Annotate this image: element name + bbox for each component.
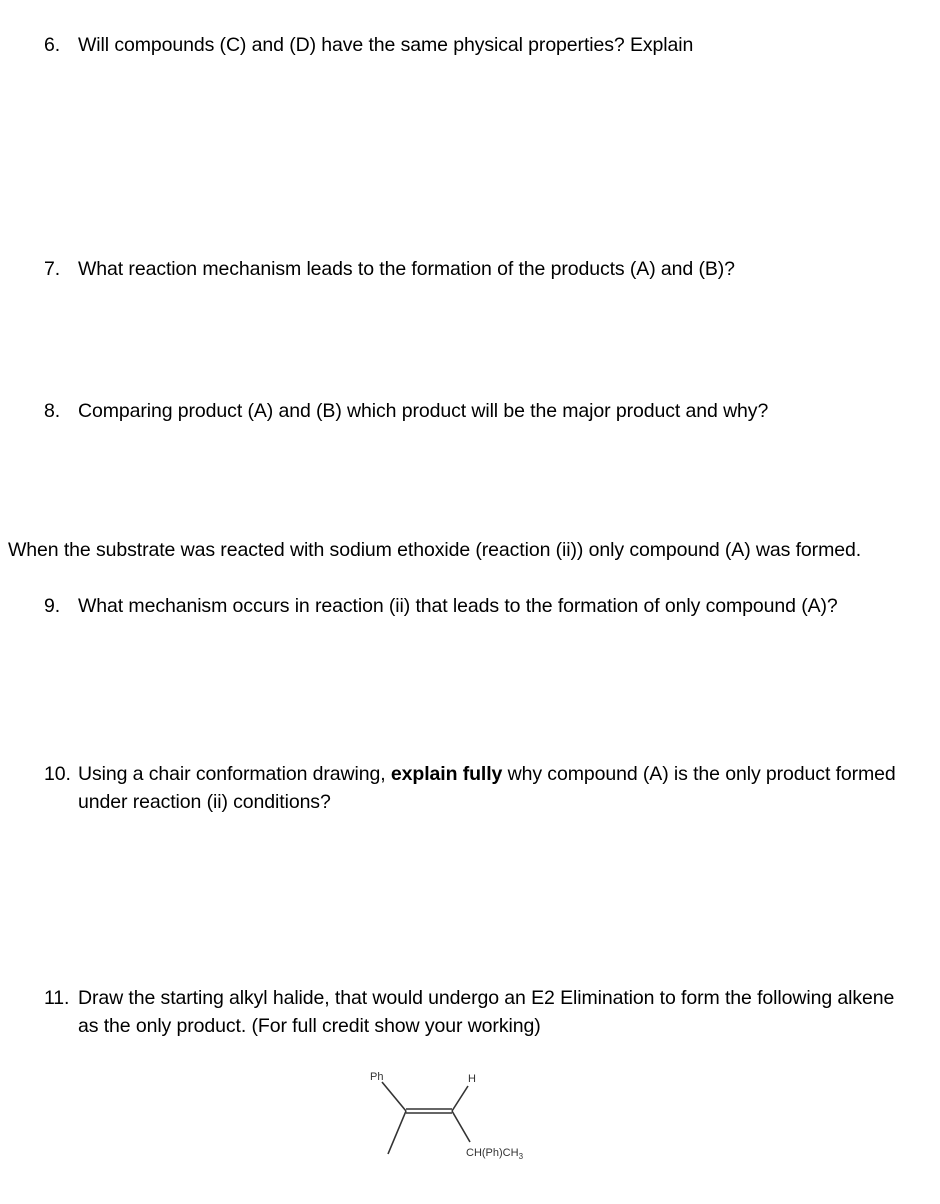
bond-ph xyxy=(382,1082,406,1111)
bond-substituent xyxy=(452,1111,470,1142)
question-number: 8. xyxy=(44,400,61,422)
question-number: 10. xyxy=(44,763,71,785)
label-substituent-main: CH(Ph)CH xyxy=(466,1147,519,1159)
question-number: 9. xyxy=(44,595,61,617)
alkene-structure xyxy=(360,1062,580,1172)
question-9 xyxy=(44,592,894,620)
question-7 xyxy=(44,255,914,283)
question-text xyxy=(78,760,914,816)
question-6 xyxy=(44,31,914,59)
label-ph: Ph xyxy=(370,1071,384,1083)
label-h: H xyxy=(468,1073,476,1085)
question-number: 6. xyxy=(44,34,61,56)
question-8 xyxy=(44,397,914,425)
question-text: What mechanism occurs in reaction (ii) that leads to the formation of only compound (A)? xyxy=(78,595,838,617)
question-text: Draw the starting alkyl halide, that would undergo an E2 Elimination to form the following alkene as the only product. (For full credit show your working) xyxy=(78,987,895,1037)
bond-h xyxy=(452,1086,468,1111)
question-text-end: why compound (A) is the only product formed under reaction (ii) conditions? xyxy=(78,763,896,813)
question-10 xyxy=(44,760,914,816)
question-text-start: Using a chair conformation drawing, xyxy=(78,763,391,785)
question-11 xyxy=(44,984,914,1040)
emphasis-text: explain fully xyxy=(390,763,503,785)
label-substituent xyxy=(466,1147,524,1161)
question-number: 11. xyxy=(44,987,70,1009)
label-substituent-index: 3 xyxy=(518,1152,524,1161)
question-text: Comparing product (A) and (B) which product will be the major product and why? xyxy=(78,400,769,422)
question-text: Will compounds (C) and (D) have the same physical properties? Explain xyxy=(78,34,694,56)
question-text: What reaction mechanism leads to the formation of the products (A) and (B)? xyxy=(78,258,735,280)
reaction-ii-intro: When the substrate was reacted with sodium ethoxide (reaction (ii)) only compound (A) was formed. xyxy=(8,539,862,561)
question-number: 7. xyxy=(44,258,61,280)
bond-methyl xyxy=(388,1111,406,1154)
